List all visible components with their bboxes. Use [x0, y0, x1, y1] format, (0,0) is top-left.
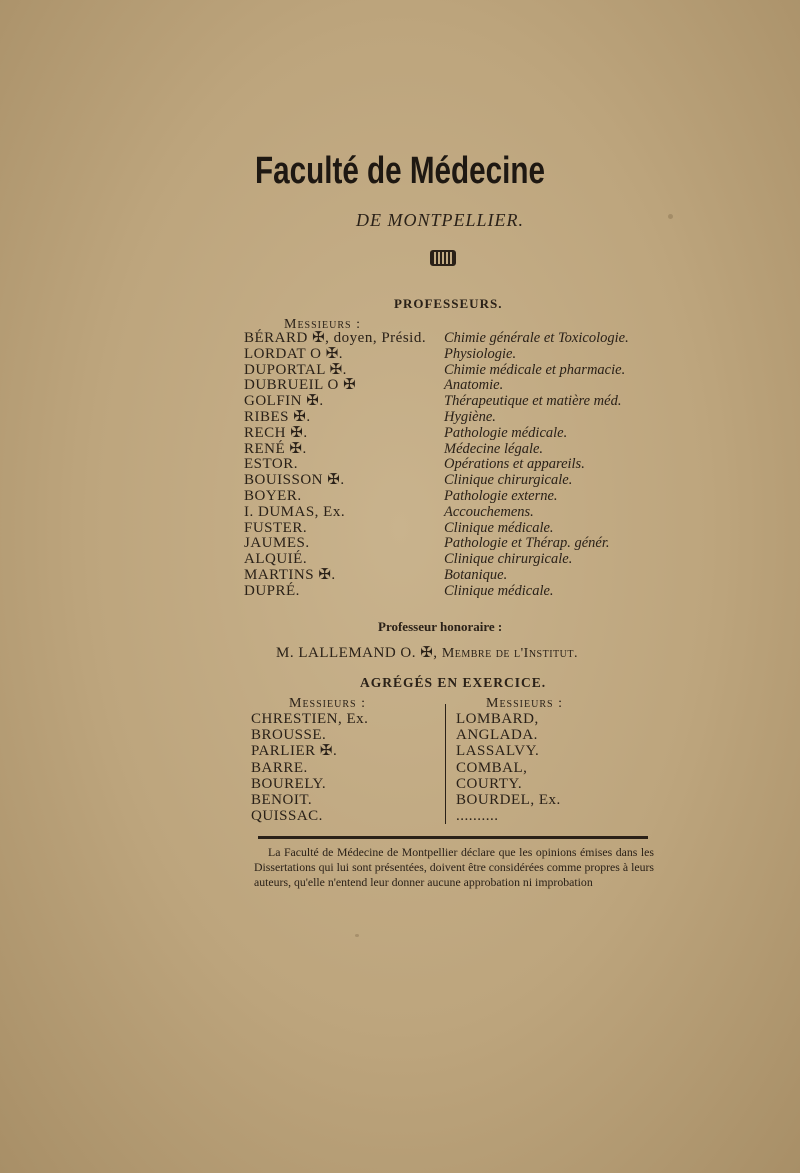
- agrege-name: BARRE.: [251, 759, 308, 776]
- professor-subject: Clinique chirurgicale.: [444, 472, 573, 489]
- professor-row: [244, 489, 664, 505]
- professor-name: DUPORTAL ✠.: [244, 361, 347, 378]
- agrege-name: COURTY.: [456, 775, 523, 792]
- professor-subject: Anatomie.: [444, 377, 504, 394]
- agreges-heading: AGRÉGÉS EN EXERCICE.: [360, 675, 547, 690]
- paper-speck: [355, 934, 359, 937]
- agrege-name: QUISSAC.: [251, 808, 323, 825]
- professor-name: GOLFIN ✠.: [244, 393, 324, 410]
- professor-row: [244, 426, 664, 442]
- professor-row: [244, 536, 664, 552]
- professor-subject: Pathologie et Thérap. génér.: [444, 535, 610, 552]
- agrege-name: BOURDEL, Ex.: [456, 791, 561, 808]
- professor-name: JAUMES.: [244, 535, 310, 552]
- professor-subject: Hygiène.: [444, 408, 496, 425]
- agreges-left-column: [251, 696, 441, 824]
- professor-row: [244, 568, 664, 584]
- professor-subject: Médecine légale.: [444, 440, 544, 457]
- professor-row: [244, 584, 664, 600]
- professor-name: ALQUIÉ.: [244, 551, 308, 568]
- professor-subject: Opérations et appareils.: [444, 456, 585, 473]
- professor-row: [244, 363, 664, 379]
- agreges-right-column: [456, 696, 656, 824]
- professor-subject: Clinique médicale.: [444, 519, 554, 536]
- professor-name: RECH ✠.: [244, 424, 308, 441]
- professor-row: [244, 378, 664, 394]
- professor-subject: Botanique.: [444, 566, 508, 583]
- professor-row: [244, 410, 664, 426]
- professor-name: DUPRÉ.: [244, 582, 300, 599]
- professor-name: BOUISSON ✠.: [244, 472, 345, 489]
- honoraire-line: [276, 643, 578, 662]
- professor-name: RENÉ ✠.: [244, 440, 307, 457]
- professor-subject: Pathologie médicale.: [444, 424, 568, 441]
- professor-name: FUSTER.: [244, 519, 308, 536]
- agrege-name: PARLIER ✠.: [251, 743, 338, 760]
- page-subtitle: DE MONTPELLIER.: [356, 210, 524, 230]
- agreges-left-label: Messieurs :: [289, 696, 366, 711]
- disclaimer-text: La Faculté de Médecine de Montpellier déclare que les opinions émises dans les Dissertations qui lui sont présentées, doivent être considérées comme propres à leurs auteurs, qu'elle n'entend leur donner aucune approbation ni improbation: [254, 845, 654, 889]
- professor-name: I. DUMAS, Ex.: [244, 503, 346, 520]
- agrege-name: BROUSSE.: [251, 727, 327, 744]
- messieurs-label: Messieurs :: [284, 317, 361, 332]
- professor-row: [244, 331, 664, 347]
- agrege-name: LOMBARD,: [456, 711, 539, 727]
- professor-row: [244, 347, 664, 363]
- honoraire-name: M. LALLEMAND O. ✠,: [276, 645, 438, 661]
- page-title: Faculté de Médecine: [255, 150, 545, 192]
- professor-subject: Chimie médicale et pharmacie.: [444, 361, 626, 378]
- professor-row: [244, 505, 664, 521]
- professor-row: [244, 552, 664, 568]
- agreges-right-label: Messieurs :: [486, 696, 563, 711]
- professor-name: RIBES ✠.: [244, 408, 311, 425]
- professor-subject: Clinique médicale.: [444, 582, 554, 599]
- professor-subject: Pathologie externe.: [444, 487, 558, 504]
- professor-name: BÉRARD ✠, doyen, Présid.: [244, 330, 427, 346]
- professor-name: BOYER.: [244, 487, 302, 504]
- professor-subject: Chimie générale et Toxicologie.: [444, 330, 629, 346]
- honoraire-title: Membre de l'Institut.: [441, 646, 578, 661]
- professor-row: [244, 394, 664, 410]
- agrege-name: ANGLADA.: [456, 727, 538, 744]
- divider-rule: [258, 836, 648, 839]
- professor-subject: Physiologie.: [444, 345, 517, 362]
- column-divider: [445, 704, 446, 824]
- professor-name: MARTINS ✠.: [244, 566, 336, 583]
- agrege-name: COMBAL,: [456, 759, 528, 776]
- professor-name: LORDAT O ✠.: [244, 345, 344, 362]
- honoraire-heading: Professeur honoraire :: [378, 619, 503, 634]
- professor-row: [244, 473, 664, 489]
- agrege-name: BOURELY.: [251, 775, 327, 792]
- professor-list: [244, 331, 664, 600]
- professeurs-heading: PROFESSEURS.: [394, 296, 503, 311]
- professor-row: [244, 442, 664, 458]
- professor-row: [244, 521, 664, 537]
- agrege-name: BENOIT.: [251, 791, 313, 808]
- agrege-name: LASSALVY.: [456, 743, 540, 760]
- professor-subject: Clinique chirurgicale.: [444, 551, 573, 568]
- ornament-icon: [430, 250, 456, 266]
- professor-name: ESTOR.: [244, 456, 298, 473]
- agrege-name: CHRESTIEN, Ex.: [251, 711, 369, 727]
- professor-subject: Thérapeutique et matière méd.: [444, 393, 622, 410]
- professor-row: [244, 457, 664, 473]
- agrege-name: ..........: [456, 808, 499, 825]
- professor-name: DUBRUEIL O ✠: [244, 377, 357, 394]
- professor-subject: Accouchemens.: [444, 503, 534, 520]
